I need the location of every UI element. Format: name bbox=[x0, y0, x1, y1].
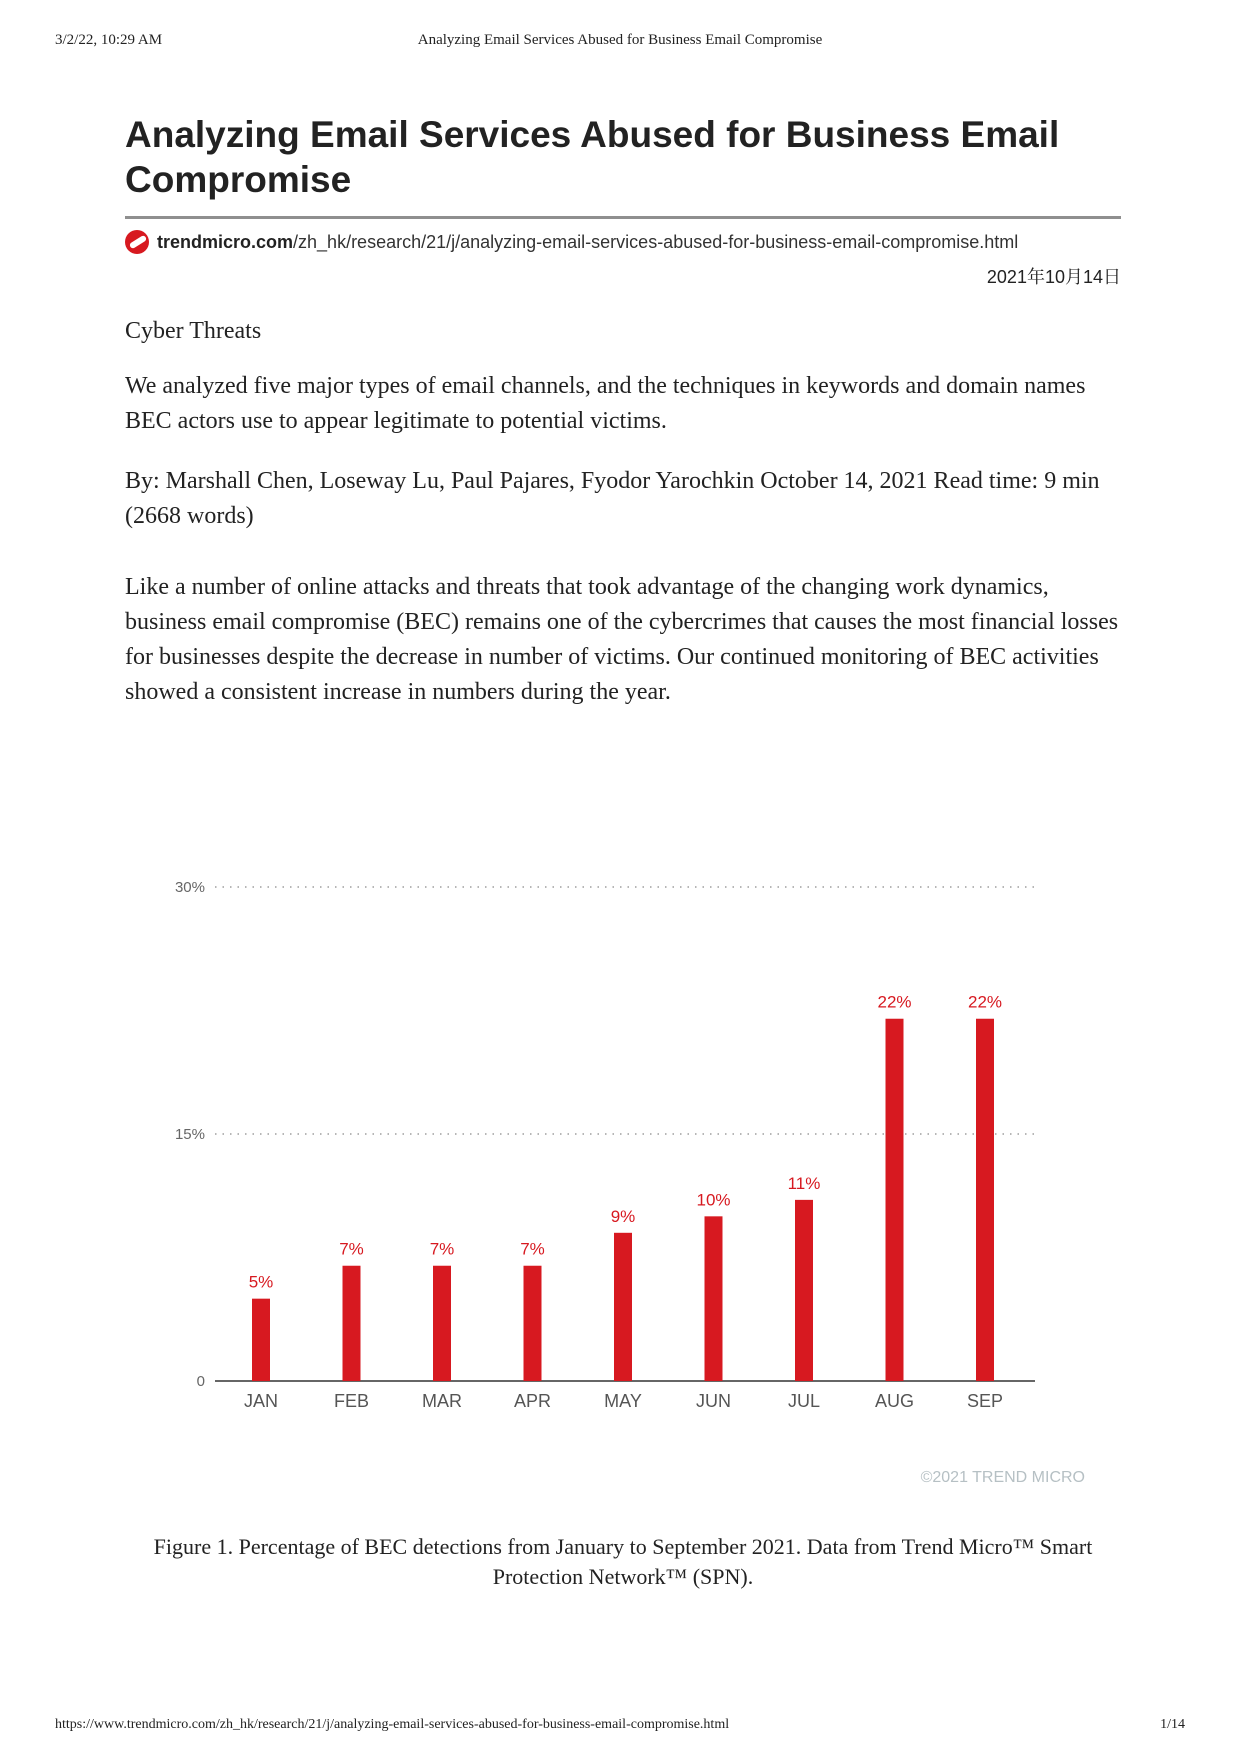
article-title: Analyzing Email Services Abused for Business Email Compromise bbox=[125, 112, 1121, 219]
article-summary: We analyzed five major types of email channels, and the techniques in keywords and domain names BEC actors use to appear legitimate to potential victims. bbox=[125, 373, 1086, 434]
data-label-aug: 22% bbox=[877, 992, 912, 1012]
print-datetime: 3/2/22, 10:29 AM bbox=[55, 32, 163, 48]
bar-feb bbox=[343, 1266, 361, 1381]
print-footer bbox=[55, 1717, 1185, 1737]
bar-jan bbox=[252, 1299, 270, 1381]
x-tick-label-apr: APR bbox=[513, 1391, 552, 1411]
bar-jul bbox=[795, 1200, 813, 1381]
y-tick-label-0: 0 bbox=[196, 1373, 205, 1390]
x-tick-label-mar: MAR bbox=[422, 1391, 462, 1411]
data-label-mar: 7% bbox=[429, 1239, 455, 1259]
x-tick-label-may: MAY bbox=[604, 1391, 642, 1411]
article-body-paragraph: Like a number of online attacks and threats that took advantage of the changing work dynamics, business email compromise (BEC) remains one of the cybercrimes that causes the most financial losses for businesses despite the decrease in number of victims. Our continued monitoring of BEC activities showed a consistent increase in numbers during the year. bbox=[125, 574, 1119, 705]
data-label-apr: 7% bbox=[520, 1239, 545, 1259]
print-page-title: Analyzing Email Services Abused for Business Email Compromise bbox=[417, 32, 823, 48]
source-path[interactable]: /zh_hk/research/21/j/analyzing-email-services-abused-for-business-email-compromise.html bbox=[293, 231, 1019, 252]
article-category: Cyber Threats bbox=[125, 318, 262, 344]
article bbox=[125, 112, 1121, 710]
x-tick-label-feb: FEB bbox=[333, 1391, 370, 1411]
bar-mar bbox=[433, 1266, 451, 1381]
bar-may bbox=[614, 1233, 632, 1381]
article-date: 2021年10月14日 bbox=[986, 267, 1121, 287]
print-url: https://www.trendmicro.com/zh_hk/research/21/j/analyzing-email-services-abused-for-business-email-compromise.html bbox=[55, 1717, 730, 1732]
data-label-jan: 5% bbox=[248, 1272, 274, 1292]
bec-detections-chart bbox=[150, 860, 1100, 1500]
y-tick-label-2: 30% bbox=[174, 879, 205, 896]
data-label-jul: 11% bbox=[787, 1173, 821, 1193]
x-tick-label-jul: JUL bbox=[787, 1391, 821, 1411]
bar-apr bbox=[524, 1266, 542, 1381]
source-link[interactable] bbox=[125, 229, 1121, 255]
trendmicro-logo-icon bbox=[125, 230, 149, 254]
data-label-may: 9% bbox=[610, 1206, 636, 1226]
print-page-number: 1/14 bbox=[1160, 1717, 1185, 1732]
x-tick-label-sep: SEP bbox=[966, 1391, 1004, 1411]
article-byline: By: Marshall Chen, Loseway Lu, Paul Pajares, Fyodor Yarochkin October 14, 2021 Read time: 9 min (2668 words) bbox=[125, 468, 1100, 529]
x-tick-label-jun: JUN bbox=[696, 1391, 731, 1411]
bar-sep bbox=[976, 1019, 994, 1381]
x-tick-label-aug: AUG bbox=[874, 1391, 915, 1411]
print-header bbox=[55, 32, 1185, 52]
data-label-jun: 10% bbox=[696, 1190, 731, 1210]
bar-jun bbox=[705, 1216, 723, 1381]
source-domain[interactable]: trendmicro.com bbox=[157, 231, 294, 252]
x-tick-label-jan: JAN bbox=[243, 1391, 279, 1411]
y-tick-label-1: 15% bbox=[174, 1126, 205, 1143]
data-label-sep: 22% bbox=[967, 992, 1003, 1012]
chart-copyright: ©2021 TREND MICRO bbox=[920, 1469, 1085, 1486]
bar-aug bbox=[886, 1019, 904, 1381]
data-label-feb: 7% bbox=[339, 1239, 364, 1259]
bar-chart-svg bbox=[150, 860, 1100, 1500]
figure-caption: Figure 1. Percentage of BEC detections from January to September 2021. Data from Trend Micro™ Smart Protection Network™ (SPN). bbox=[153, 1534, 1093, 1589]
